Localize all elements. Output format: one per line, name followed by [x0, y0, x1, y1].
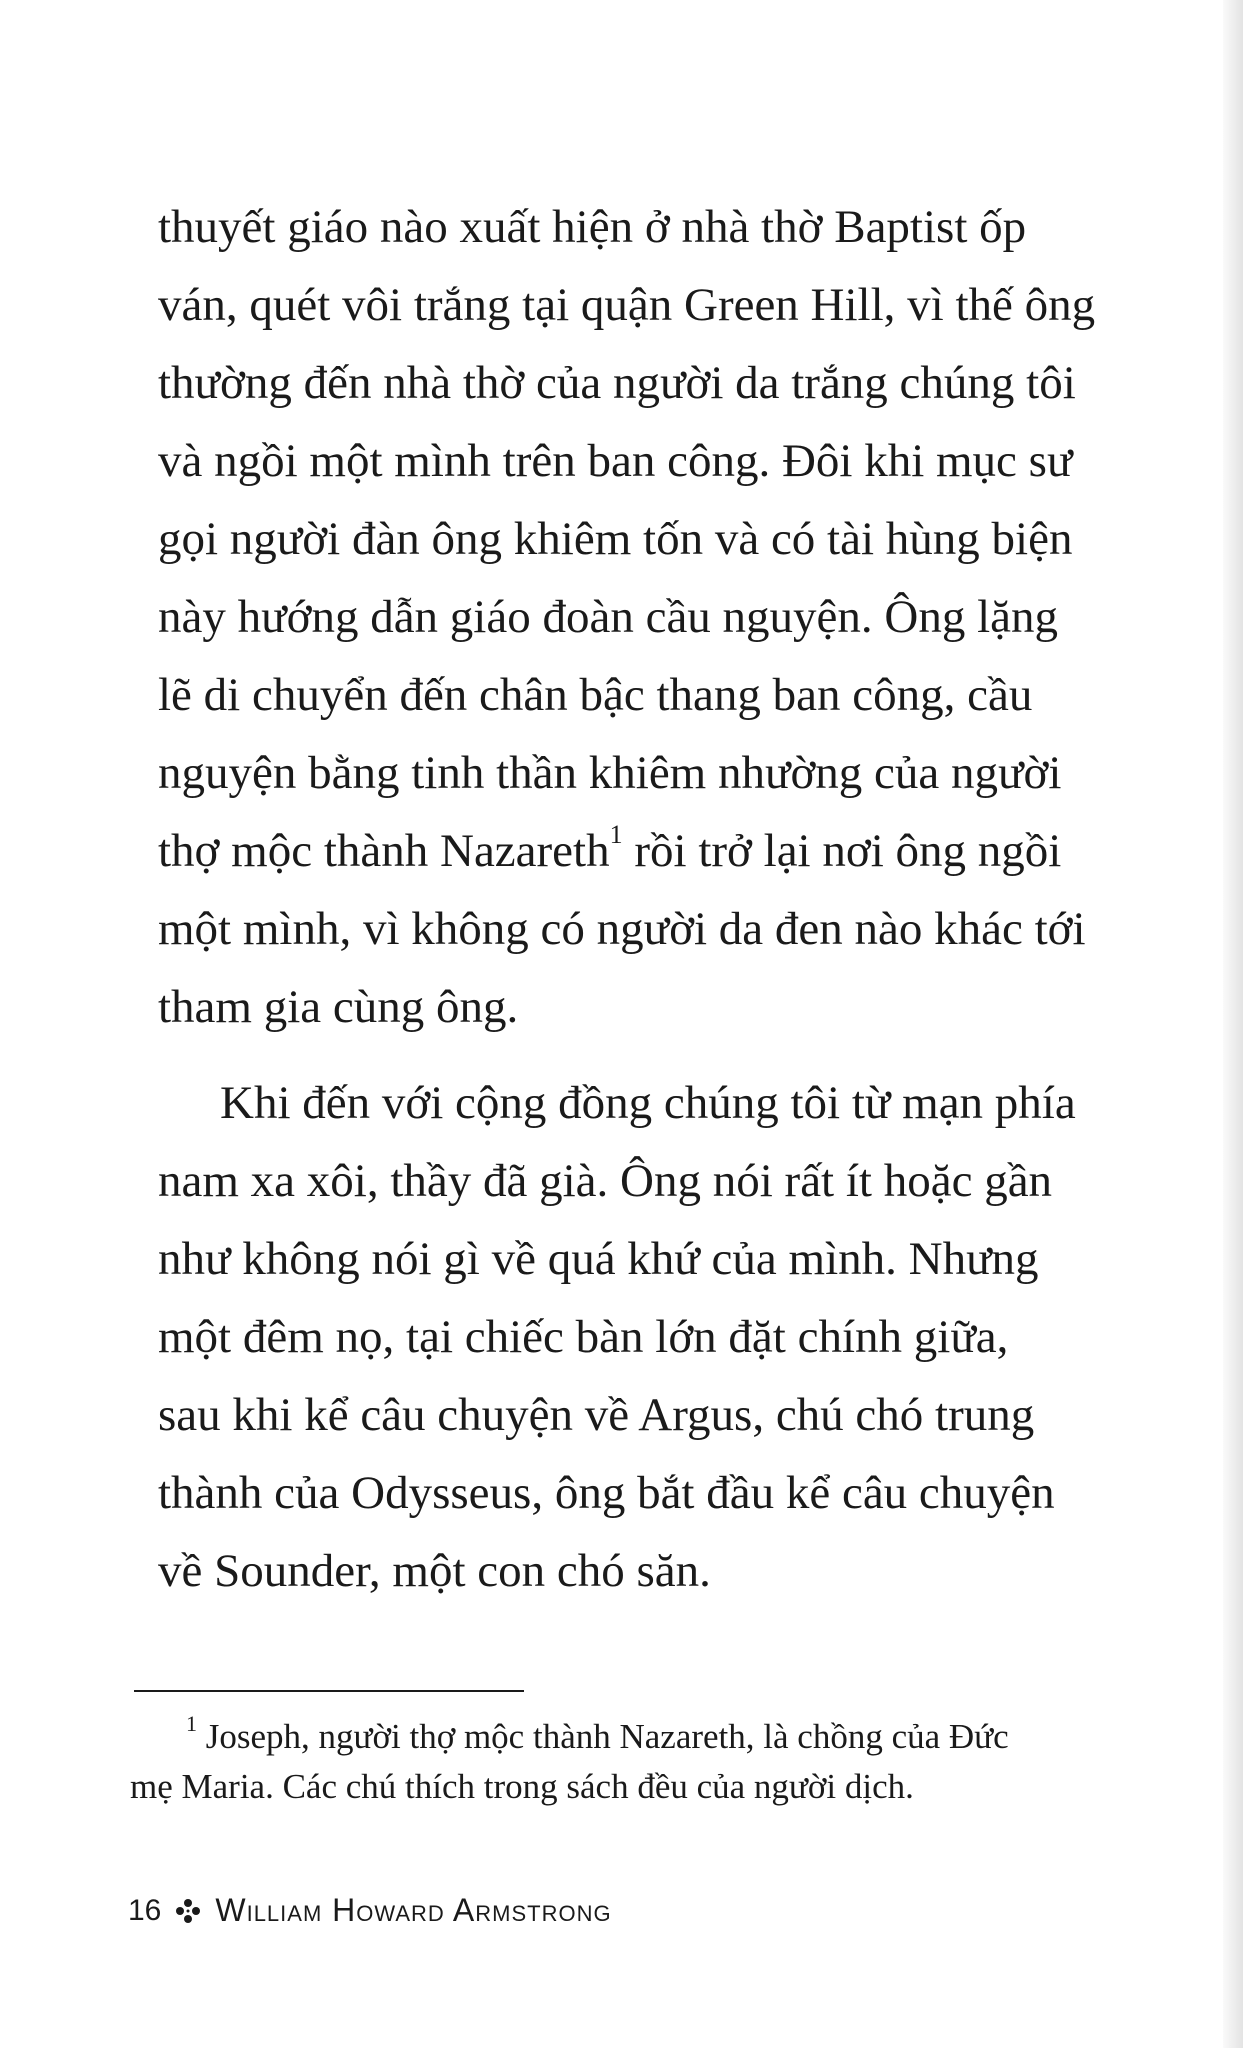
footnote-line [130, 1712, 1170, 1762]
footnote-reference: 1 [609, 820, 623, 850]
text-line: và ngồi một mình trên ban công. Đôi khi mục sư [158, 435, 1073, 487]
page-number: 16 [128, 1893, 162, 1927]
text-line: nguyện bằng tinh thần khiêm nhường của người [158, 747, 1062, 799]
text-line: ván, quét vôi trắng tại quận Green Hill, vì thế ông [158, 279, 1096, 331]
text-line: một mình, vì không có người da đen nào khác tới [158, 903, 1086, 955]
text-line: tham gia cùng ông. [158, 981, 519, 1033]
text-fragment: thợ mộc thành Nazareth [158, 825, 610, 877]
text-line: nam xa xôi, thầy đã già. Ông nói rất ít hoặc gần [158, 1155, 1053, 1207]
text-line: thuyết giáo nào xuất hiện ở nhà thờ Baptist ốp [158, 201, 1027, 253]
text-line: lẽ di chuyển đến chân bậc thang ban công, cầu [158, 669, 1033, 721]
text-line: thường đến nhà thờ của người da trắng chúng tôi [158, 357, 1076, 409]
text-fragment: rồi trở lại nơi ông ngồi [622, 825, 1062, 877]
fleuron-icon [175, 1898, 201, 1924]
paragraph-gap [158, 1046, 1158, 1064]
text-line: như không nói gì về quá khứ của mình. Nhưng [158, 1233, 1039, 1285]
author-name: William Howard Armstrong [215, 1892, 612, 1928]
running-footer [128, 1892, 612, 1929]
footnote-text: Joseph, người thợ mộc thành Nazareth, là chồng của Đức [205, 1717, 1009, 1756]
footnote-line: mẹ Maria. Các chú thích trong sách đều của người dịch. [130, 1767, 914, 1806]
body-text [158, 188, 1158, 1610]
text-line: gọi người đàn ông khiêm tốn và có tài hùng biện [158, 513, 1073, 565]
footnote-marker: 1 [186, 1711, 197, 1737]
text-line: Khi đến với cộng đồng chúng tôi từ mạn phía [220, 1077, 1076, 1129]
page-edge [1223, 0, 1243, 2048]
text-line-with-footnote [158, 812, 1158, 890]
text-line: này hướng dẫn giáo đoàn cầu nguyện. Ông lặng [158, 591, 1059, 643]
text-line: một đêm nọ, tại chiếc bàn lớn đặt chính giữa, [158, 1311, 1009, 1363]
text-line: sau khi kể câu chuyện về Argus, chú chó trung [158, 1389, 1035, 1441]
text-line: thành của Odysseus, ông bắt đầu kể câu chuyện [158, 1467, 1055, 1519]
footnote-divider [134, 1690, 524, 1692]
text-line: về Sounder, một con chó săn. [158, 1545, 711, 1597]
footnote [130, 1712, 1170, 1812]
